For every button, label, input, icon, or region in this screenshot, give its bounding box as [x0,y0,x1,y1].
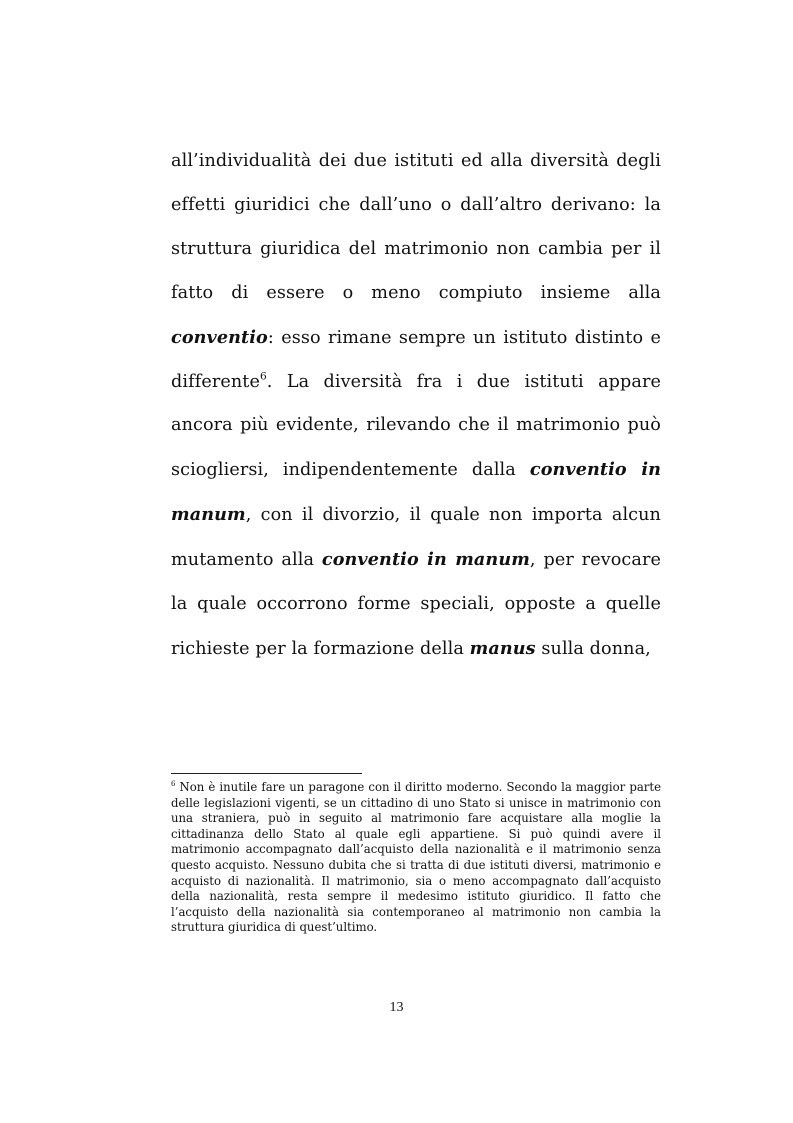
body-paragraph [171,140,661,672]
footnote-separator [171,773,362,774]
body-text-run: , per revocare la quale occorrono forme speciali, opposte a quelle richieste per la formazione della [171,550,661,659]
latin-term-conventio-in-manum: conventio in manum [321,549,530,571]
latin-term-conventio: conventio [171,326,268,348]
body-text-run: : esso rimane sempre un istituto distinto e differente [171,327,661,392]
body-text-run: . La diversità fra i due istituti appare ancora più evidente, rilevando che il matrimonio può sciogliersi, indipendentemente dalla [171,371,661,481]
body-text-run: all’individualità dei due istituti ed alla diversità degli effetti giuridici che dall’uno o dall’altro derivano: la struttura giuridica del matrimonio non cambia per il fatto di essere o meno compiuto insieme alla [171,151,661,303]
latin-term-manus: manus [469,637,536,659]
footnote-reference: 6 [259,370,267,383]
footnote [171,780,661,936]
body-text-run: , con il divorzio, il quale non importa alcun mutamento alla [171,505,661,571]
footnote-marker: 6 [171,779,176,789]
page-number: 13 [389,1000,404,1015]
footnote-text: Non è inutile fare un paragone con il diritto moderno. Secondo la maggior parte delle legislazioni vigenti, se un cittadino di uno Stato si unisce in matrimonio con una straniera, può in seguito al matrimonio fare acquistare alla moglie la cittadinanza dello Stato al quale egli appartiene. Si può quindi avere il matrimonio accompagnato dall’acquisto della nazionalità e il matrimonio senza questo acquisto. Nessuno dubita che si tratta di due istituti diversi, matrimonio e acquisto di nazionalità. Il matrimonio, sia o meno accompagnato dall’acquisto della nazionalità, resta sempre il medesimo istituto giuridico. Il fatto che l’acquisto della nazionalità sia contemporaneo al matrimonio non cambia la struttura giuridica di quest’ultimo. [171,780,661,935]
latin-term-conventio-in-manum: conventio in manum [171,459,661,526]
body-text-run: sulla donna, [535,638,651,659]
